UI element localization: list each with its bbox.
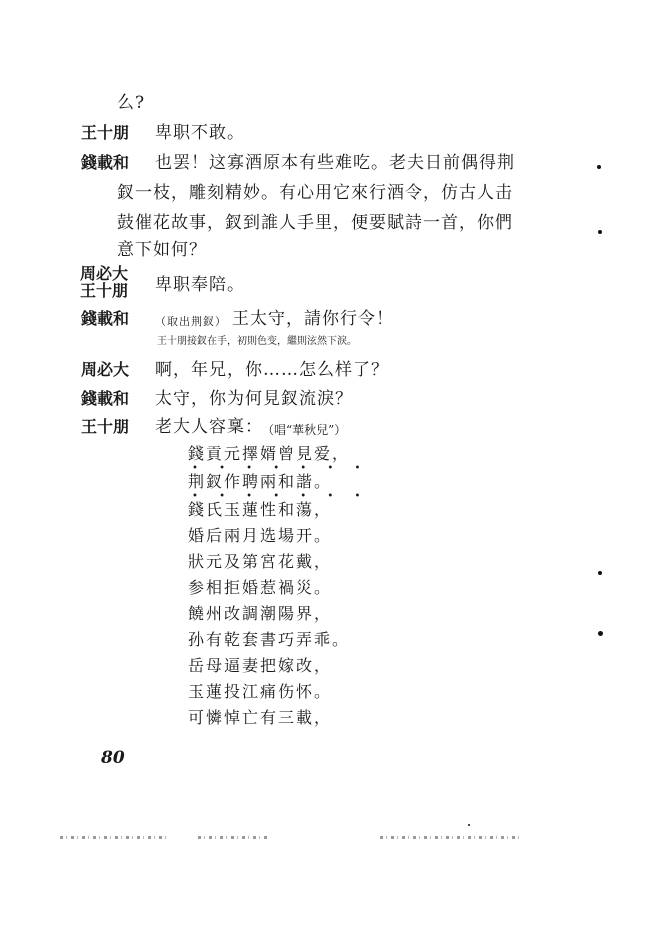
dialogue-continuation: 意下如何？ [117, 240, 207, 260]
stage-direction: 王十朋接釵在手，初則色变，繼則泫然下淚。 [157, 336, 357, 347]
dialogue-continuation: 釵一枝，雕刻精妙。有心用它來行酒令，仿古人击 [117, 183, 513, 203]
scan-noise [380, 836, 520, 839]
verse-line: 玉蓮投江痛伤怀。 [188, 682, 333, 701]
verse-line: 参相拒婚惹禍災。 [188, 578, 333, 597]
scan-noise [198, 836, 268, 839]
dialogue-line: 卑职不敢。 [155, 123, 245, 143]
scan-speck [598, 230, 602, 234]
stage-direction: （取出荆釵） [155, 315, 227, 328]
dialogue-line: 王太守，請你行令！ [232, 309, 394, 329]
scan-speck [468, 824, 470, 826]
verse-line: 狀元及第宮花戴， [188, 552, 333, 571]
verse-line: 荆釵作聘兩和諧。 [188, 472, 333, 491]
verse-line: 錢氏玉蓮性和蕩， [188, 500, 333, 519]
verse-line: 錢貢元擇婿曾見爱， [188, 444, 351, 463]
stage-direction: （唱“華秋兒”） [262, 423, 347, 437]
page-number: 80 [101, 748, 125, 768]
dialogue-line: 啊，年兄，你……怎么样了？ [155, 360, 389, 380]
verse-line: 婚后兩月选場开。 [188, 526, 333, 545]
scan-noise [60, 836, 170, 839]
speaker-name: 王十朋 [81, 123, 130, 142]
speaker-name: 錢載和 [81, 153, 130, 172]
speaker-name: 錢載和 [81, 389, 130, 408]
speaker-name: 周必大 [81, 360, 130, 379]
verse-line: 孙有乾套書巧弄乖。 [188, 630, 351, 649]
dialogue-line: 太守，你为何見釵流淚？ [155, 389, 353, 409]
dialogue-continuation: 鼓催花故事，釵到誰人手里，便要賦詩一首，你們 [117, 213, 513, 233]
dialogue-line: 卑职奉陪。 [155, 275, 245, 295]
dialogue-continuation: 么? [117, 93, 146, 113]
verse-line: 可憐悼亡有三載， [188, 708, 333, 727]
speaker-name: 錢載和 [81, 309, 130, 328]
scan-speck [598, 571, 602, 575]
verse-line: 饒州改調潮陽界， [188, 604, 333, 623]
dialogue-line: 老大人容稟： [155, 417, 263, 437]
scan-speck [597, 165, 601, 169]
speaker-name: 王十朋 [81, 417, 130, 436]
speaker-pair: 周必大 王十朋 [80, 264, 129, 300]
emphasis-dots: • • • • • • • [192, 463, 370, 474]
emphasis-dots: • • • • • • • [192, 491, 370, 502]
scan-speck [598, 631, 603, 636]
verse-line: 岳母逼妻把嫁改， [188, 656, 333, 675]
dialogue-line: 也罢！这寡酒原本有些难吃。老夫日前偶得荆 [155, 153, 515, 173]
